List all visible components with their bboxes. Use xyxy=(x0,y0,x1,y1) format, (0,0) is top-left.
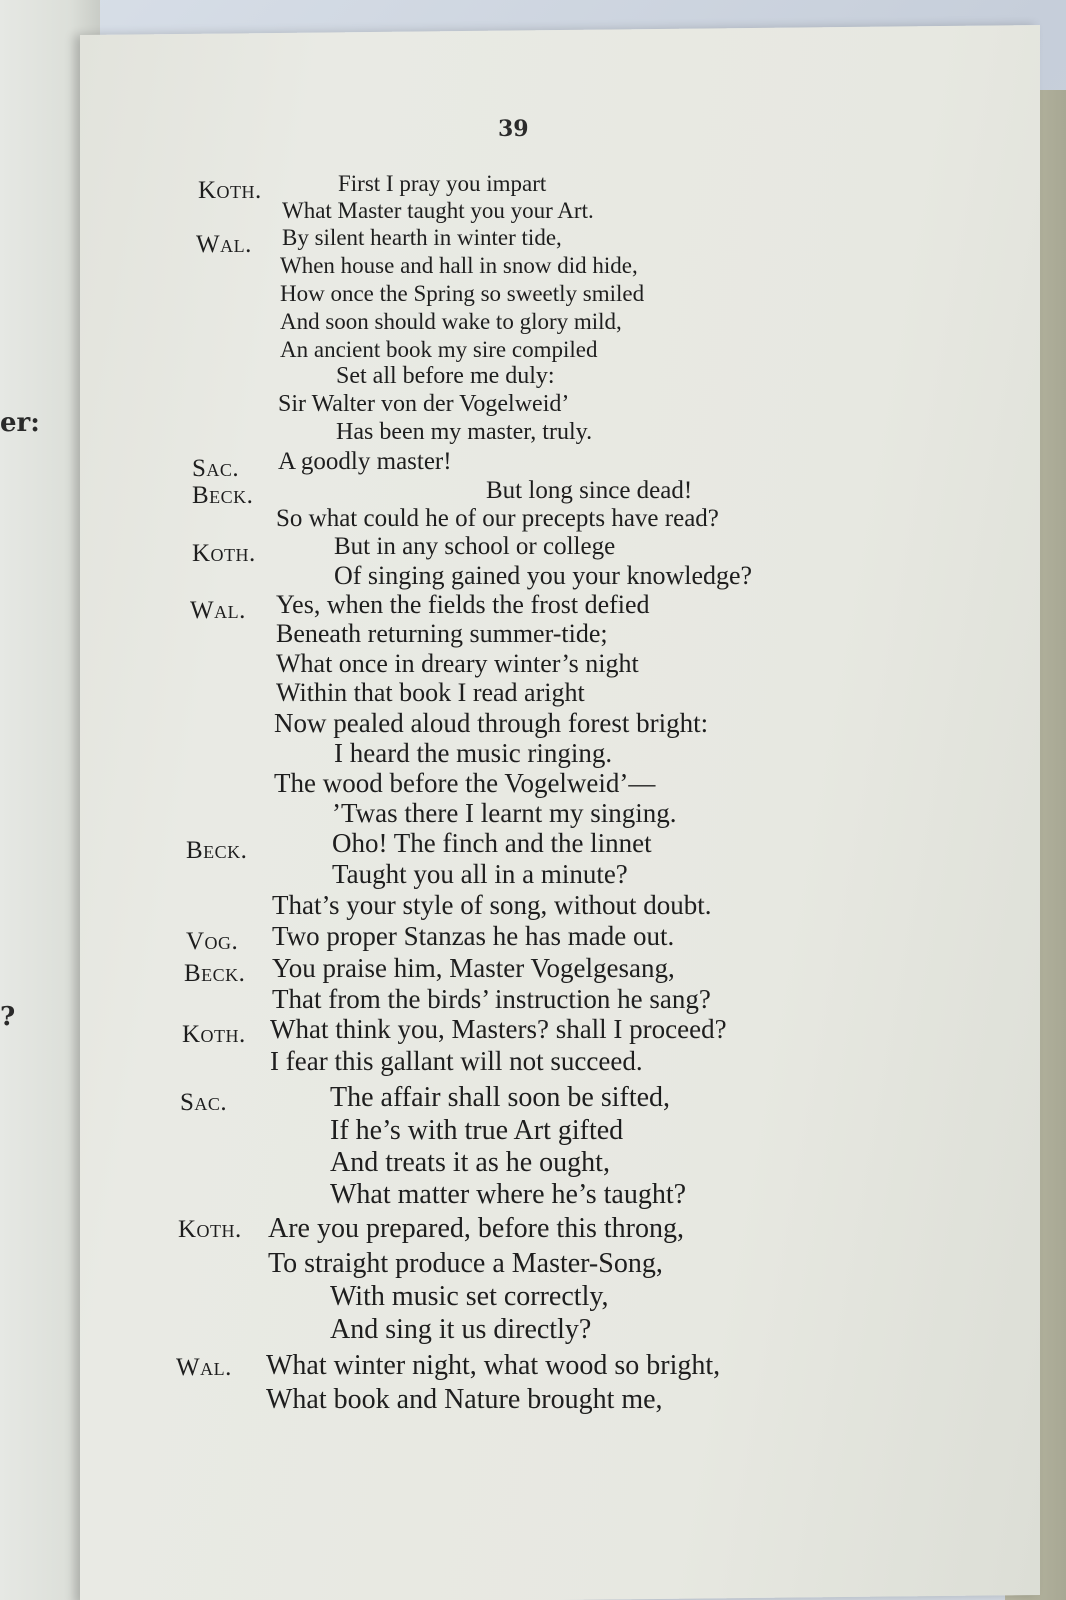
speaker-label: Koth. xyxy=(178,1216,242,1243)
verse-line: Has been my master, truly. xyxy=(336,419,593,445)
verse-line: With music set correctly, xyxy=(330,1281,609,1312)
speaker-label: Wal. xyxy=(176,1354,232,1381)
verse-line: An ancient book my sire compiled xyxy=(280,337,598,362)
verse-line: What think you, Masters? shall I proceed? xyxy=(270,1014,727,1044)
verse-line: Are you prepared, before this throng, xyxy=(268,1213,684,1244)
speaker-label: Wal. xyxy=(196,231,252,258)
left-page-fragment: er: xyxy=(0,408,40,438)
verse-line: What book and Nature brought me, xyxy=(266,1384,663,1415)
left-page-fragment: ? xyxy=(0,1002,16,1032)
verse-line: That’s your style of song, without doubt. xyxy=(272,890,712,920)
speaker-label: Sac. xyxy=(192,455,240,482)
verse-line: How once the Spring so sweetly smiled xyxy=(280,281,645,306)
speaker-label: Koth. xyxy=(192,540,256,567)
verse-line: When house and hall in snow did hide, xyxy=(280,253,638,278)
verse-line: That from the birds’ instruction he sang? xyxy=(272,984,711,1014)
verse-line: Beneath returning summer-tide; xyxy=(276,619,608,648)
verse-line: Within that book I read aright xyxy=(276,678,585,707)
verse-line: A goodly master! xyxy=(278,448,452,475)
speaker-label: Beck. xyxy=(184,960,246,987)
verse-line: I fear this gallant will not succeed. xyxy=(270,1046,643,1076)
speaker-label: Koth. xyxy=(198,177,262,204)
verse-line: But in any school or college xyxy=(334,533,616,560)
page-number: 39 xyxy=(498,116,529,142)
verse-line: Sir Walter von der Vogelweid’ xyxy=(278,391,570,417)
verse-line: But long since dead! xyxy=(486,477,693,504)
verse-line: Yes, when the fields the frost defied xyxy=(276,590,650,619)
verse-line: Oho! The finch and the linnet xyxy=(332,828,652,858)
verse-line: If he’s with true Art gifted xyxy=(330,1115,624,1146)
verse-line: Of singing gained you your knowledge? xyxy=(334,561,753,590)
verse-line: What winter night, what wood so bright, xyxy=(266,1350,721,1381)
verse-line: You praise him, Master Vogelgesang, xyxy=(272,953,675,983)
verse-line: So what could he of our precepts have read? xyxy=(276,505,719,532)
verse-line: And treats it as he ought, xyxy=(330,1147,610,1178)
speaker-label: Sac. xyxy=(180,1089,228,1116)
verse-line: What matter where he’s taught? xyxy=(330,1179,687,1210)
speaker-label: Beck. xyxy=(186,837,248,864)
verse-line: And sing it us directly? xyxy=(330,1314,592,1345)
speaker-label: Beck. xyxy=(192,482,254,509)
verse-line: What Master taught you your Art. xyxy=(282,198,594,223)
verse-line: Two proper Stanzas he has made out. xyxy=(272,921,675,951)
verse-line: First I pray you impart xyxy=(338,171,547,196)
verse-line: Set all before me duly: xyxy=(336,363,555,389)
verse-line: Taught you all in a minute? xyxy=(332,859,628,889)
verse-line: ’Twas there I learnt my singing. xyxy=(332,798,677,828)
verse-line: Now pealed aloud through forest bright: xyxy=(274,708,709,738)
verse-line: And soon should wake to glory mild, xyxy=(280,309,622,334)
verse-line: I heard the music ringing. xyxy=(334,738,613,768)
verse-line: What once in dreary winter’s night xyxy=(276,649,639,678)
verse-line: By silent hearth in winter tide, xyxy=(282,225,562,250)
speaker-label: Wal. xyxy=(190,597,246,624)
verse-line: The affair shall soon be sifted, xyxy=(330,1082,671,1113)
verse-line: To straight produce a Master-Song, xyxy=(268,1248,663,1279)
verse-line: The wood before the Vogelweid’— xyxy=(274,768,656,798)
speaker-label: Koth. xyxy=(182,1021,246,1048)
speaker-label: Vog. xyxy=(186,928,239,955)
